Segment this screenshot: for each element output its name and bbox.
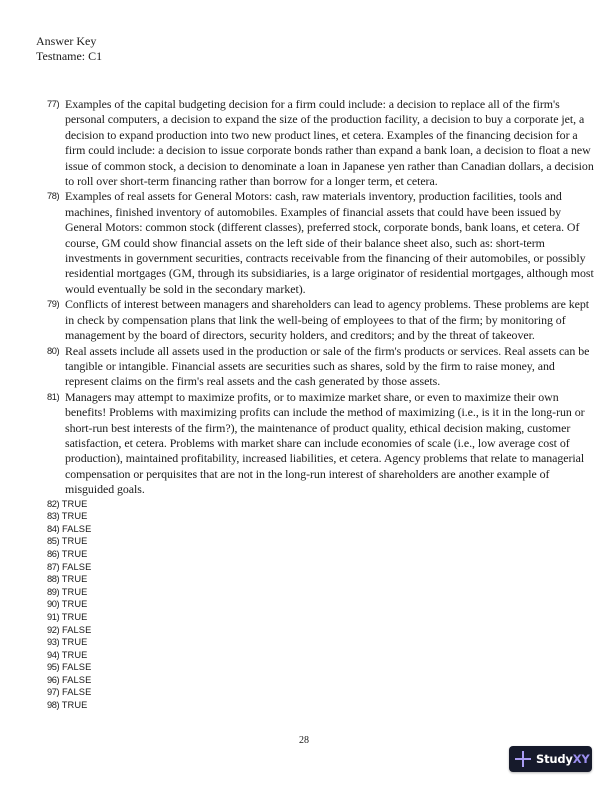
essay-answer <box>47 344 599 390</box>
question-number: 81) <box>47 391 60 402</box>
answer-value: TRUE <box>61 649 88 660</box>
true-false-answer <box>47 561 599 574</box>
page-number: 28 <box>299 735 309 746</box>
question-number: 90) <box>47 599 60 610</box>
true-false-answer <box>47 586 599 599</box>
true-false-answer <box>47 498 599 511</box>
answer-text: Conflicts of interest between managers and shareholders can lead to agency problems. These problems are kept in check by compensation plans that link the well-being of employees to that of the firm; by monitoring of management by the board of directors, security holders, and creditors; and by the threat of takeover. <box>65 297 589 343</box>
question-number: 88) <box>47 574 60 585</box>
answer-value: TRUE <box>61 511 88 522</box>
question-number: 85) <box>47 536 60 547</box>
true-false-answer <box>47 573 599 586</box>
answer-value: TRUE <box>61 536 88 547</box>
question-number: 93) <box>47 637 60 648</box>
answer-value: FALSE <box>61 561 92 572</box>
answer-value: FALSE <box>61 662 92 673</box>
document-header <box>36 34 102 64</box>
answer-text: Examples of real assets for General Motors: cash, raw materials inventory, production facilities, tools and machines, finished inventory of automobiles. Examples of financial assets that could have been issued by General Motors: common stock (different classes), preferred stock, corporate bonds, bank loans, et cetera. Of course, GM could show financial assets on the left side of their balance sheet also, such as: short-term investments in government securities, contracts receivable from the financing of their automobiles, or possibly residential mortgages (GM, through its subsidiaries, is a large originator of residential mortgages, although most would eventually be sold in the secondary market). <box>65 189 594 296</box>
question-number: 86) <box>47 548 60 559</box>
answer-value: TRUE <box>61 637 88 648</box>
true-false-list <box>47 498 599 712</box>
true-false-answer <box>47 523 599 536</box>
plus-icon <box>515 751 531 767</box>
question-number: 95) <box>47 662 60 673</box>
brand-accent: XY <box>572 752 590 766</box>
testname-label: Testname: C1 <box>36 49 103 63</box>
essay-answer <box>47 189 599 297</box>
question-number: 94) <box>47 649 60 660</box>
question-number: 78) <box>47 191 60 202</box>
question-number: 97) <box>47 687 60 698</box>
question-number: 80) <box>47 345 60 356</box>
answer-value: TRUE <box>61 574 88 585</box>
true-false-answer <box>47 661 599 674</box>
essay-answer <box>47 97 599 189</box>
answer-value: FALSE <box>61 523 92 534</box>
answer-text: Real assets include all assets used in the production or sale of the firm's products or services. Real assets can be tangible or intangible. Financial assets are securities such as shares, sold by the firm to raise money, and represent claims on the firm's real assets and the cash generated by those assets. <box>65 343 590 389</box>
answer-value: TRUE <box>61 611 88 622</box>
essay-answer <box>47 297 599 343</box>
true-false-answer <box>47 510 599 523</box>
true-false-answer <box>47 636 599 649</box>
question-number: 89) <box>47 586 60 597</box>
answer-value: FALSE <box>61 674 92 685</box>
answer-value: FALSE <box>61 624 92 635</box>
question-number: 87) <box>47 561 60 572</box>
question-number: 83) <box>47 511 60 522</box>
answer-value: TRUE <box>61 700 88 711</box>
answer-value: TRUE <box>61 498 88 509</box>
question-number: 92) <box>47 624 60 635</box>
true-false-answer <box>47 535 599 548</box>
answer-value: TRUE <box>61 586 88 597</box>
true-false-answer <box>47 686 599 699</box>
studyxy-badge[interactable] <box>509 746 592 772</box>
answer-value: TRUE <box>61 548 88 559</box>
answer-list <box>47 97 599 712</box>
answer-value: FALSE <box>61 687 92 698</box>
brand-main: Study <box>536 752 573 766</box>
true-false-answer <box>47 624 599 637</box>
brand-name <box>536 752 590 766</box>
true-false-answer <box>47 649 599 662</box>
answer-text: Managers may attempt to maximize profits, or to maximize market share, or even to maximize their own benefits! Problems with maximizing profits can include the method of maximizing (i.e., is it in the long-run or short-run best interests of the firm?), the maintenance of product quality, ethical decision making, customer satisfaction, et cetera. Problems with market share can include economies of scale (i.e., low average cost of production), maintained profitability, increased liabilities, et cetera. Agency problems that relate to managerial compensation or perquisites that are not in the long-run interest of shareholders are another example of misguided goals. <box>65 389 585 497</box>
question-number: 79) <box>47 299 60 310</box>
question-number: 98) <box>47 700 60 711</box>
essay-answer <box>47 390 599 498</box>
true-false-answer <box>47 699 599 712</box>
true-false-answer <box>47 611 599 624</box>
question-number: 84) <box>47 523 60 534</box>
answer-key-label: Answer Key <box>36 34 97 48</box>
question-number: 91) <box>47 611 60 622</box>
question-number: 77) <box>47 99 60 109</box>
answer-text: Examples of the capital budgeting decision for a firm could include: a decision to replace all of the firm's personal computers, a decision to expand the size of the production facility, a decision to buy a corporate jet, a decision to expand production into two new product lines, et cetera. Examples of the financing decision for a firm could include: a decision to issue corporate bonds rather than expand a bank loan, a decision to float a new issue of common stock, a decision to denominate a loan in Japanese yen rather than Canadian dollars, a decision to roll over short-term financing rather than borrow for a longer term, et cetera. <box>65 97 594 189</box>
answer-value: TRUE <box>61 599 88 610</box>
true-false-answer <box>47 598 599 611</box>
true-false-answer <box>47 548 599 561</box>
question-number: 82) <box>47 498 60 509</box>
true-false-answer <box>47 674 599 687</box>
question-number: 96) <box>47 674 60 685</box>
